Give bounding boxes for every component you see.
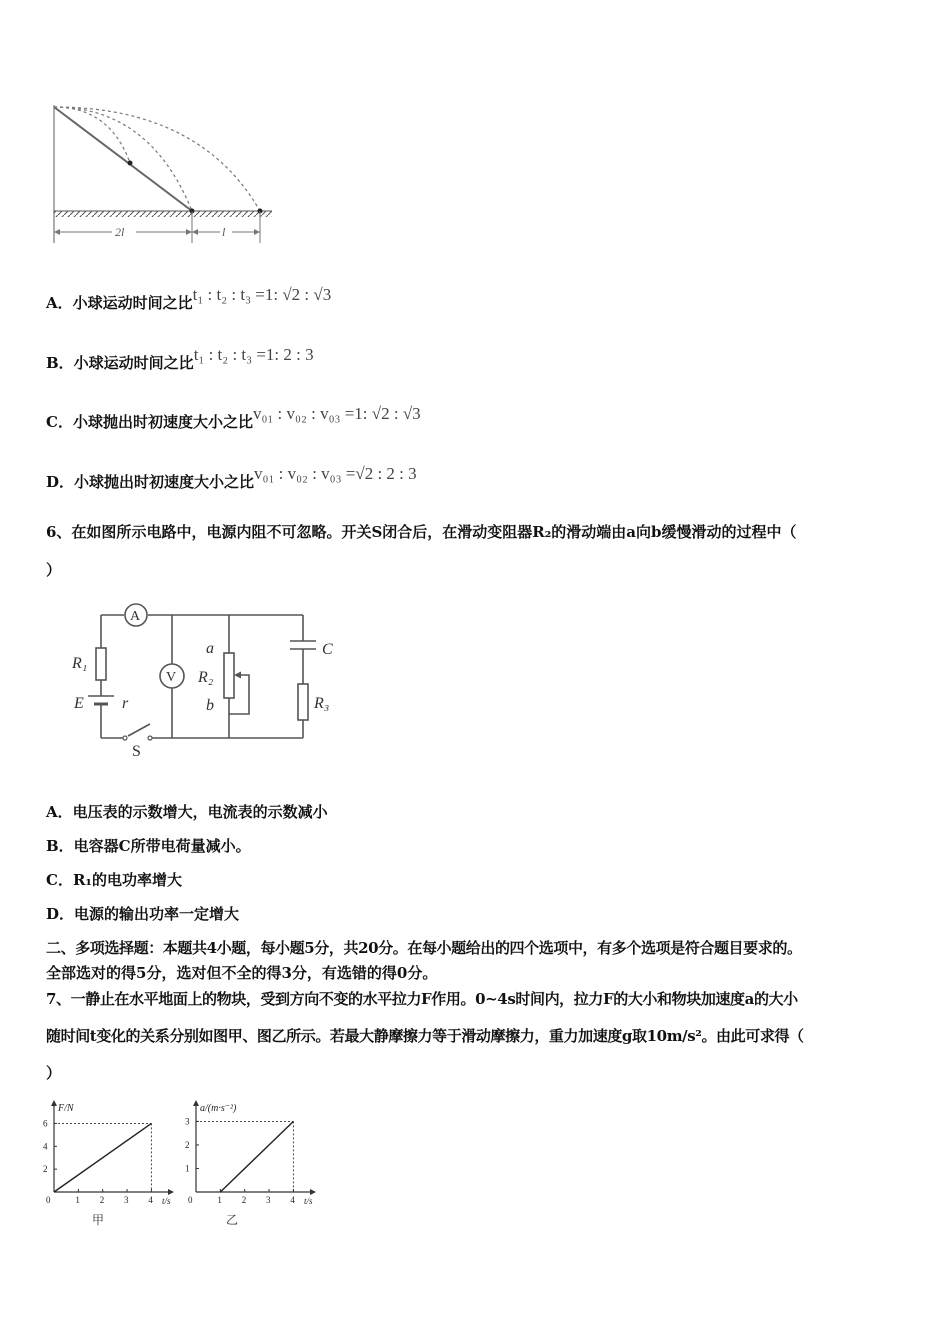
- q5-option-b-label: B．小球运动时间之比: [46, 354, 194, 372]
- q5-option-d-math: v₀₁ : v₀₂ : v₀₃ =√2 : 2 : 3: [254, 464, 417, 483]
- x-tick-label: 2: [241, 1195, 247, 1205]
- y-tick-label: 6: [43, 1118, 48, 1129]
- s-label: S: [132, 743, 141, 760]
- r-label: r: [122, 695, 129, 712]
- c-label: C: [322, 641, 333, 658]
- series-line: [220, 1121, 293, 1192]
- x-tick-label: 1: [217, 1195, 222, 1205]
- y-axis-arrow: [193, 1100, 199, 1106]
- a-label: a: [206, 640, 214, 657]
- q6-stem-line1: 6、在如图所示电路中，电源内阻不可忽略。开关S闭合后，在滑动变阻器R₂的滑动端由a向b缓慢滑动的过程中（: [46, 523, 797, 541]
- q6-option-d: D．电源的输出功率一定增大: [46, 905, 240, 923]
- label-2l: 2l: [115, 225, 125, 239]
- series-line: [54, 1123, 151, 1192]
- voltmeter-label: V: [166, 670, 177, 685]
- x-tick-label: 3: [124, 1195, 129, 1205]
- y-axis-arrow: [51, 1100, 57, 1106]
- q7-line1: 7、一静止在水平地面上的物块，受到方向不变的水平拉力F作用。0~4s时间内，拉力F的大小和物块加速度a的大小: [46, 990, 798, 1008]
- q5-option-b: [46, 345, 314, 373]
- b-label: b: [206, 697, 214, 714]
- r1-label: R₁: [72, 655, 88, 672]
- q5-option-a: [46, 285, 332, 313]
- q5-option-c: [46, 404, 421, 432]
- q6-option-a: A．电压表的示数增大，电流表的示数减小: [46, 803, 328, 821]
- r3-label: R₃: [314, 695, 330, 712]
- x-axis-label: t/s: [304, 1196, 313, 1206]
- q7-line2: 随时间t变化的关系分别如图甲、图乙所示。若最大静摩擦力等于滑动摩擦力，重力加速度g取10m/s²。由此可求得（: [46, 1027, 804, 1045]
- label-l: l: [222, 225, 226, 239]
- e-label: E: [74, 695, 84, 712]
- q6-stem-line2: ）: [46, 561, 62, 579]
- projectile-figure: [40, 95, 290, 255]
- q5-option-a-math: t₁ : t₂ : t₃ =1: √2 : √3: [192, 285, 332, 304]
- chart-caption: 甲: [92, 1213, 105, 1227]
- q5-option-d: [46, 464, 417, 492]
- chart-acceleration-time: [182, 1100, 322, 1230]
- q5-option-c-label: C．小球抛出时初速度大小之比: [46, 413, 253, 431]
- y-axis-label: a/(m·s⁻²): [200, 1103, 237, 1114]
- x-axis-arrow: [310, 1189, 316, 1195]
- x-tick-label: 2: [99, 1195, 105, 1205]
- q6-option-c: C．R₁的电功率增大: [46, 871, 182, 889]
- x-tick-label: 4: [290, 1195, 295, 1205]
- x-axis-arrow: [168, 1189, 174, 1195]
- section2-line2: 全部选对的得5分，选对但不全的得3分，有选错的得0分。: [46, 964, 438, 982]
- chart-caption: 乙: [226, 1213, 239, 1227]
- x-axis-label: t/s: [162, 1196, 171, 1206]
- y-tick-label: 4: [43, 1141, 48, 1152]
- r2-label: R₂: [198, 669, 214, 686]
- x-tick-label: 4: [148, 1195, 153, 1205]
- x-tick-label: 1: [75, 1195, 80, 1205]
- y-tick-label: 2: [43, 1164, 48, 1175]
- y-axis-label: F/N: [58, 1103, 74, 1114]
- x-tick-label: 0: [46, 1195, 51, 1205]
- ammeter-label: A: [130, 609, 141, 624]
- circuit-diagram: [66, 598, 356, 768]
- chart-force-time: [40, 1100, 180, 1230]
- q5-option-a-label: A．小球运动时间之比: [46, 294, 193, 312]
- section2-line1: 二、多项选择题：本题共4小题，每小题5分，共20分。在每小题给出的四个选项中，有多个选项是符合题目要求的。: [46, 939, 802, 957]
- y-tick-label: 1: [185, 1163, 190, 1174]
- y-tick-label: 2: [185, 1139, 190, 1150]
- q6-option-b: B．电容器C所带电荷量减小。: [46, 837, 251, 855]
- q5-option-b-math: t₁ : t₂ : t₃ =1: 2 : 3: [193, 345, 314, 364]
- y-tick-label: 3: [185, 1116, 190, 1127]
- x-tick-label: 3: [266, 1195, 271, 1205]
- q5-option-c-math: v₀₁ : v₀₂ : v₀₃ =1: √2 : √3: [252, 404, 421, 423]
- q5-option-d-label: D．小球抛出时初速度大小之比: [46, 473, 255, 491]
- x-tick-label: 0: [188, 1195, 193, 1205]
- q7-line3: ）: [46, 1064, 62, 1082]
